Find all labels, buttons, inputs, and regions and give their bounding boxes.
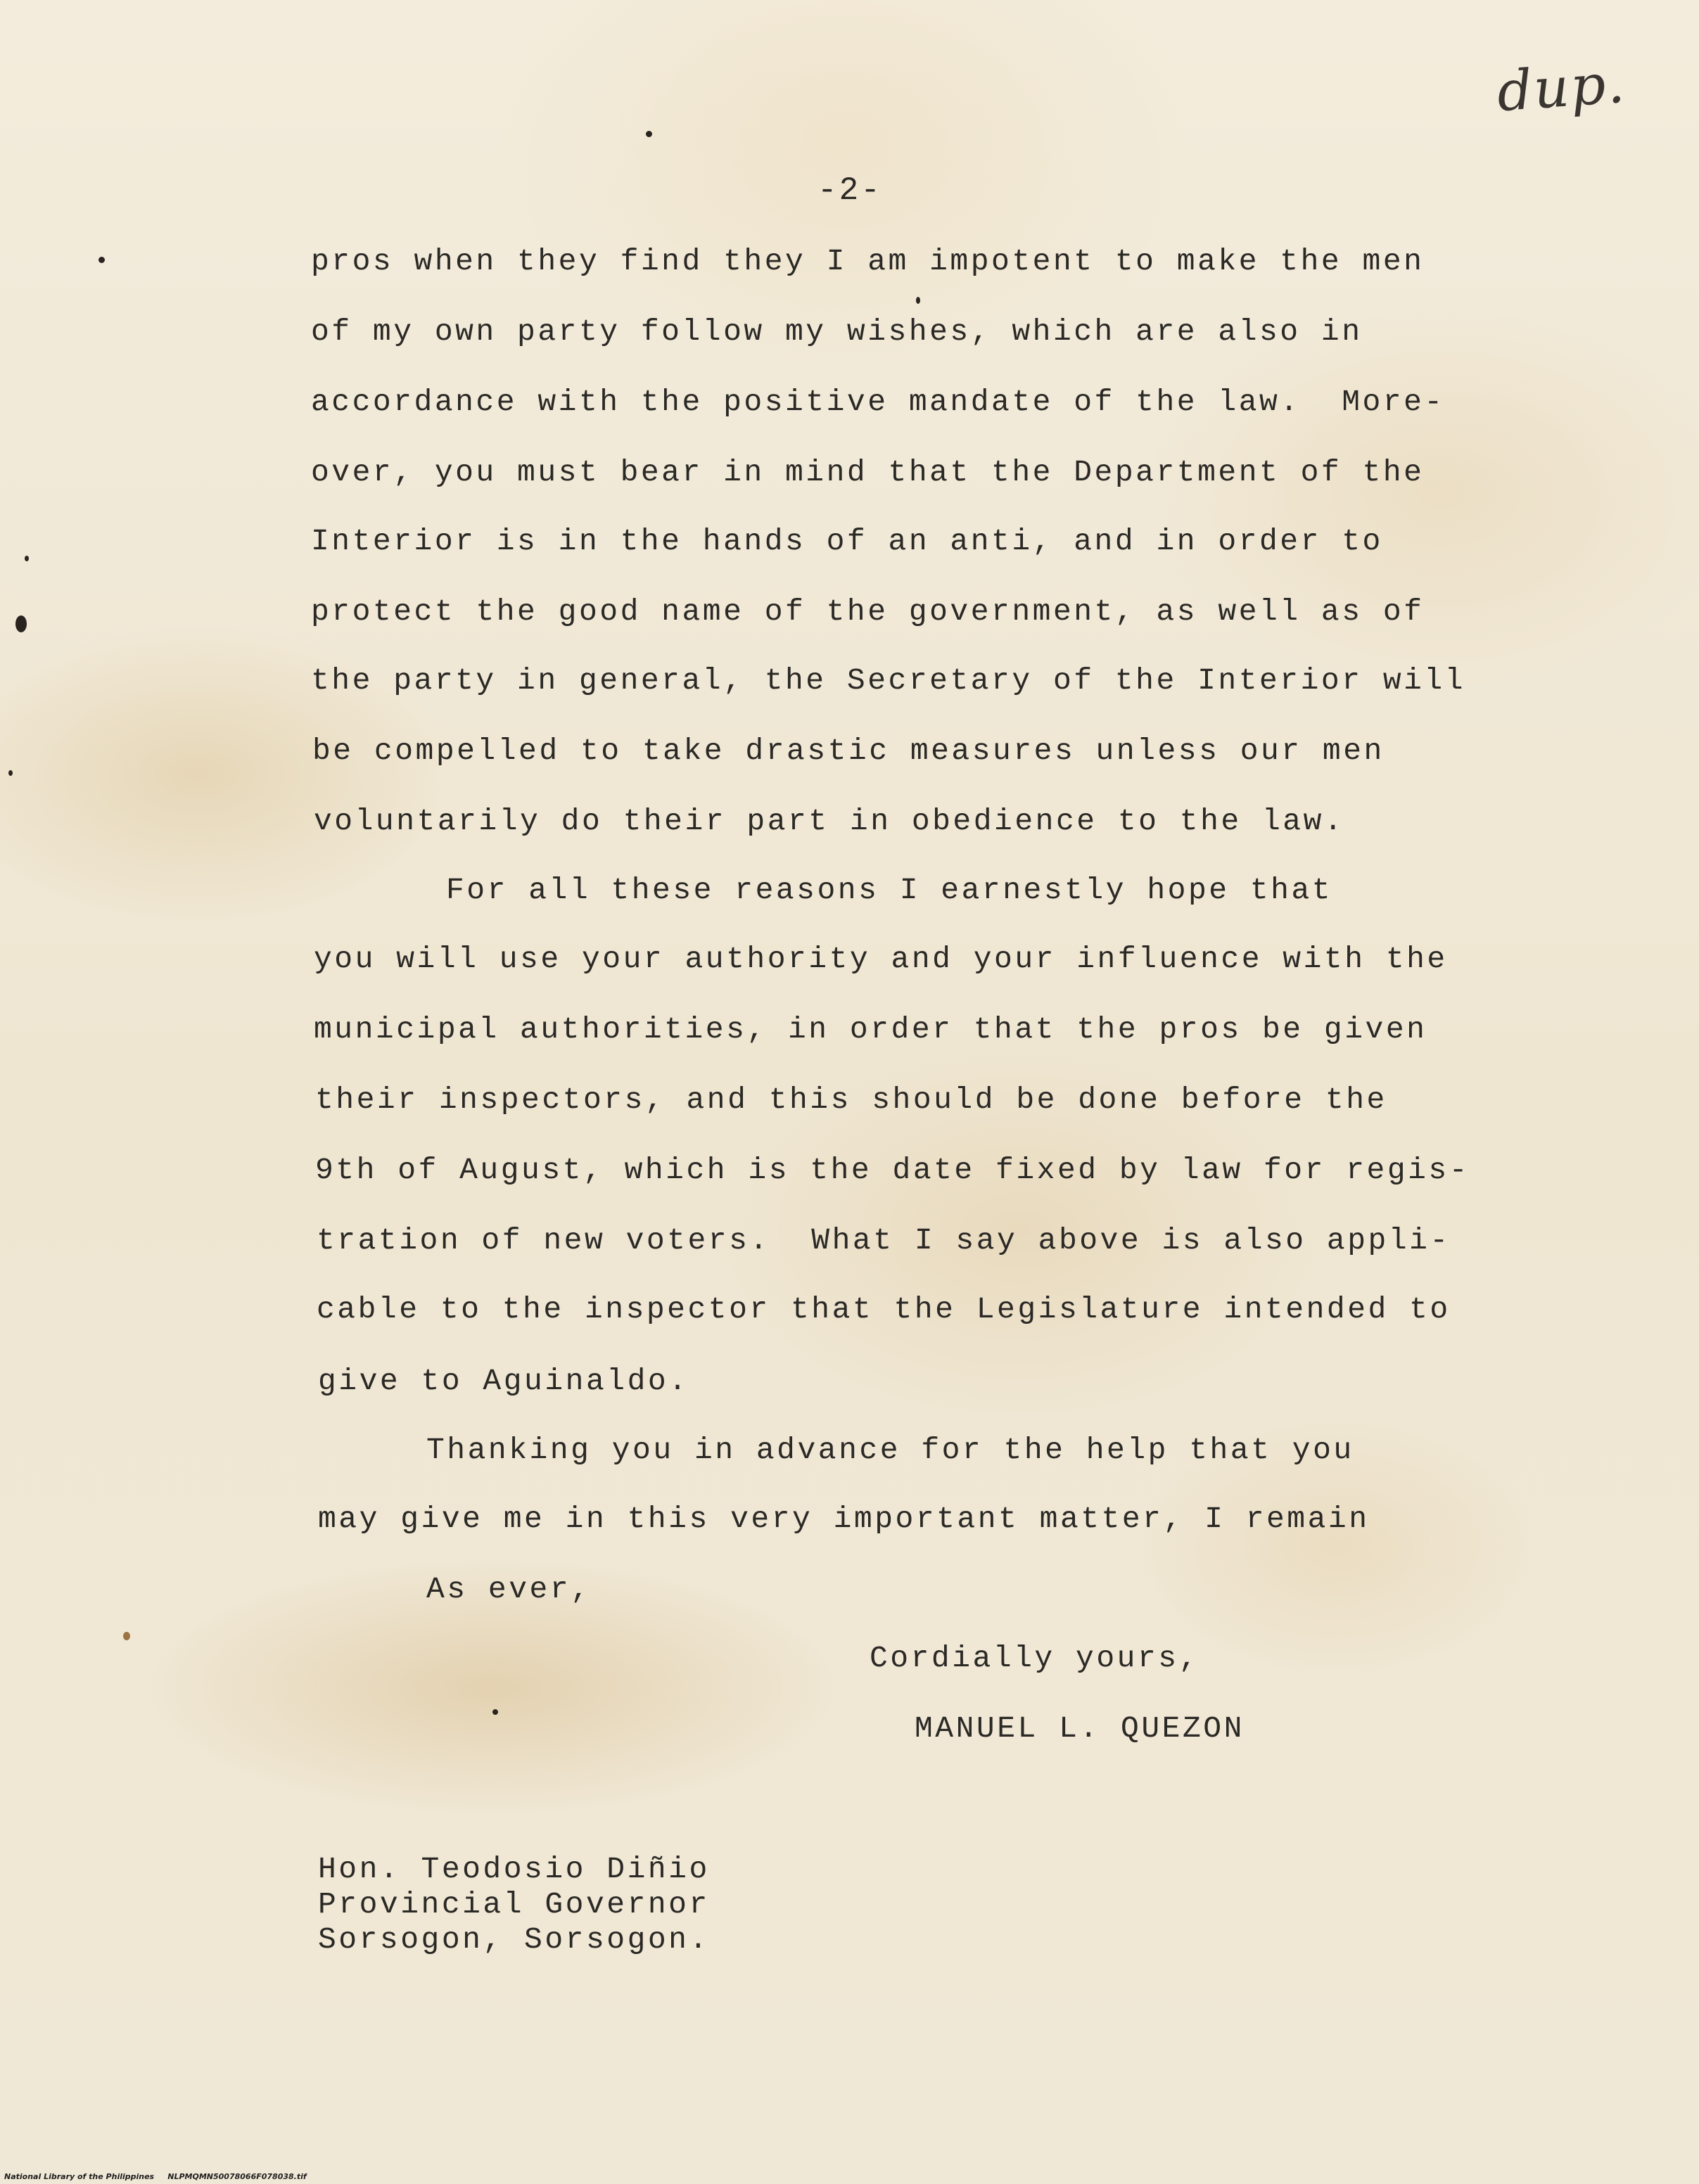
body-line: 9th of August, which is the date fixed by law for regis- <box>315 1153 1470 1187</box>
ink-dot <box>15 615 27 632</box>
body-line: you will use your authority and your influence with the <box>314 942 1448 976</box>
addressee-line: Hon. Teodosio Diñio <box>318 1852 710 1886</box>
body-line: Interior is in the hands of an anti, and in order to <box>311 524 1383 558</box>
footer-institution: National Library of the Philippines <box>4 2172 155 2181</box>
ink-dot <box>25 556 29 561</box>
body-line: of my own party follow my wishes, which are also in <box>311 314 1363 349</box>
body-line: tration of new voters. What I say above is also appli- <box>317 1223 1451 1258</box>
body-line: Thanking you in advance for the help that you <box>426 1433 1354 1467</box>
body-line: the party in general, the Secretary of the Interior will <box>311 663 1466 698</box>
archive-footer <box>4 2172 307 2181</box>
ink-dot <box>123 1632 130 1640</box>
closing: Cordially yours, <box>870 1641 1200 1675</box>
body-line: cable to the inspector that the Legislature intended to <box>317 1292 1451 1327</box>
body-line: accordance with the positive mandate of the law. More- <box>311 385 1445 419</box>
body-line: protect the good name of the government, as well as of <box>311 594 1425 629</box>
body-line: pros when they find they I am impotent to make the men <box>311 244 1425 279</box>
body-line: be compelled to take drastic measures unless our men <box>312 734 1385 768</box>
body-line: give to Aguinaldo. <box>318 1364 689 1398</box>
page-number: -2- <box>817 172 882 209</box>
body-line: voluntarily do their part in obedience to the law. <box>314 804 1345 838</box>
body-line: may give me in this very important matter, I remain <box>318 1502 1370 1536</box>
ink-dot <box>646 131 652 137</box>
footer-file-id: NLPMQMN50078066F078038.tif <box>167 2172 307 2181</box>
addressee-line: Provincial Governor <box>318 1887 710 1922</box>
handwritten-note: dup. <box>1495 51 1628 124</box>
body-line: municipal authorities, in order that the pros be given <box>314 1012 1427 1047</box>
ink-dot <box>8 770 13 776</box>
body-line: over, you must bear in mind that the Department of the <box>311 455 1425 490</box>
addressee-line: Sorsogon, Sorsogon. <box>318 1922 710 1957</box>
ink-dot <box>916 297 920 304</box>
signature-name: MANUEL L. QUEZON <box>915 1711 1245 1746</box>
ink-dot <box>98 257 105 263</box>
body-line: As ever, <box>426 1572 592 1607</box>
body-line: For all these reasons I earnestly hope that <box>446 873 1333 907</box>
body-line: their inspectors, and this should be done before the <box>315 1083 1387 1117</box>
ink-dot <box>492 1709 498 1715</box>
